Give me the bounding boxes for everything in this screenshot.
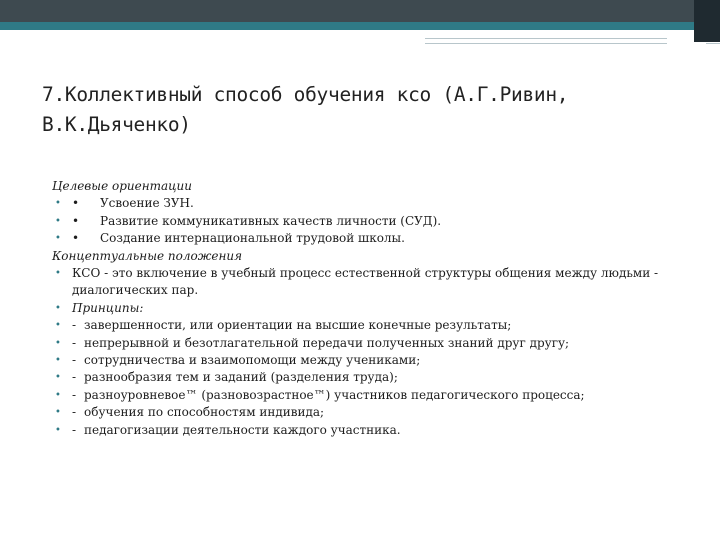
- list-item: [52, 230, 682, 247]
- list-item: [52, 369, 682, 386]
- target-text: Создание интернациональной трудовой школы.: [100, 231, 405, 246]
- header-accent-bar: [0, 22, 720, 30]
- inner-bullet-icon: •: [72, 231, 80, 246]
- targets-heading: Целевые ориентации: [52, 179, 192, 193]
- header-corner-block: [694, 0, 720, 42]
- list-item: [52, 195, 682, 212]
- header-divider-line: [425, 43, 667, 44]
- inner-bullet-icon: •: [72, 196, 80, 211]
- dash-marker: -: [72, 422, 77, 437]
- dash-marker: -: [72, 353, 77, 368]
- principle-text: обучения по способностям индивида;: [84, 405, 325, 420]
- bullet-icon: •: [55, 424, 61, 436]
- principle-text: разнообразия тем и заданий (разделения труда);: [84, 370, 398, 385]
- list-item: [52, 404, 682, 421]
- list-item: [52, 265, 682, 300]
- concept-heading: Концептуальные положения: [52, 248, 243, 263]
- bullet-icon: •: [55, 233, 61, 245]
- slide-body: [52, 178, 682, 439]
- header-band: [0, 0, 720, 22]
- dash-marker: -: [72, 335, 77, 350]
- list-item: [52, 422, 682, 439]
- dash-marker: -: [72, 370, 77, 385]
- principle-text: педагогизации деятельности каждого участника.: [84, 422, 401, 437]
- target-text: Усвоение ЗУН.: [100, 196, 194, 211]
- list-item: [52, 387, 682, 404]
- header-divider-line: [706, 43, 720, 44]
- principle-text: непрерывной и безотлагательной передачи полученных знаний друг другу;: [84, 335, 570, 350]
- list-item: [52, 317, 682, 334]
- inner-bullet-icon: •: [72, 213, 80, 228]
- header-divider-line: [425, 38, 667, 39]
- principle-text: завершенности, или ориентации на высшие конечные результаты;: [84, 318, 512, 333]
- bullet-icon: •: [55, 198, 61, 210]
- bullet-icon: •: [55, 407, 61, 419]
- target-text: Развитие коммуникативных качеств личности (СУД).: [100, 213, 442, 228]
- bullet-icon: •: [55, 337, 61, 349]
- list-item: [52, 352, 682, 369]
- list-item: [52, 213, 682, 230]
- bullet-icon: •: [55, 372, 61, 384]
- principles-label: Принципы:: [72, 300, 144, 315]
- slide-title: 7.Коллективный способ обучения ксо (А.Г.Ривин, В.К.Дьяченко): [42, 83, 569, 136]
- bullet-icon: •: [55, 268, 61, 280]
- list-item: [52, 335, 682, 352]
- dash-marker: -: [72, 318, 77, 333]
- principle-text: разноуровневое™ (разновозрастное™) участников педагогического процесса;: [84, 387, 585, 402]
- dash-marker: -: [72, 405, 77, 420]
- bullet-icon: •: [55, 302, 61, 314]
- dash-marker: -: [72, 387, 77, 402]
- bullet-icon: •: [55, 355, 61, 367]
- kso-definition-text: КСО - это включение в учебный процесс естественной структуры общения между людьми - диалогических пар.: [72, 266, 659, 298]
- list-item: [52, 300, 682, 317]
- bullet-icon: •: [55, 215, 61, 227]
- bullet-icon: •: [55, 320, 61, 332]
- bullet-icon: •: [55, 389, 61, 401]
- principle-text: сотрудничества и взаимопомощи между учениками;: [84, 353, 421, 368]
